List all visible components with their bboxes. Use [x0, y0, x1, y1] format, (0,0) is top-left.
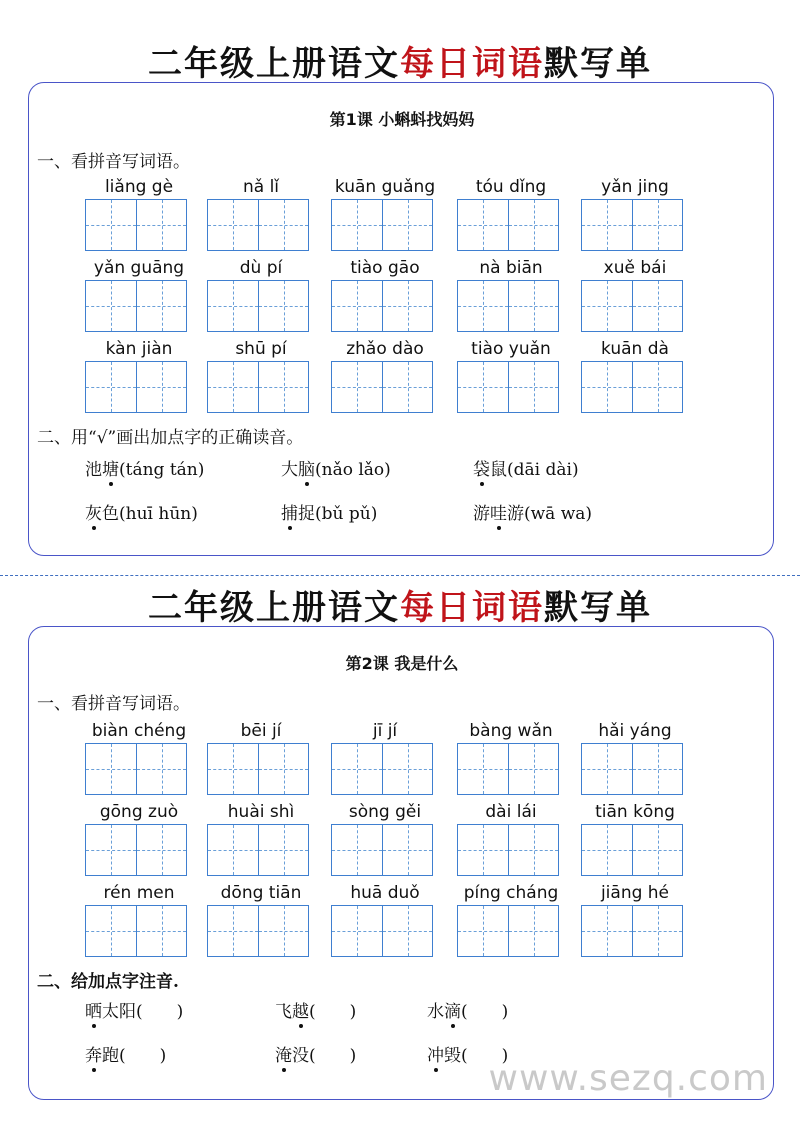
writing-box[interactable]	[581, 905, 683, 957]
tian-cell[interactable]	[382, 200, 432, 250]
writing-box[interactable]	[457, 824, 559, 876]
writing-box[interactable]	[457, 199, 559, 251]
word-item	[207, 339, 309, 415]
tian-cell[interactable]	[258, 281, 308, 331]
sheet2-section2-heading: 二、给加点字注音.	[37, 972, 179, 992]
tian-cell[interactable]	[208, 200, 258, 250]
dotted-character: 袋	[473, 455, 490, 480]
sheet2-title-part1: 二年级上册语文	[148, 588, 400, 628]
answer-parentheses[interactable]: ( )	[461, 1002, 509, 1022]
question-item	[275, 1041, 356, 1066]
tian-cell[interactable]	[332, 744, 382, 794]
pinyin-label: liǎng gè	[104, 177, 174, 197]
writing-box[interactable]	[581, 743, 683, 795]
word-suffix: 鼠	[490, 460, 507, 480]
tian-cell[interactable]	[86, 200, 136, 250]
tian-cell[interactable]	[458, 825, 508, 875]
sheet2-title	[0, 580, 800, 629]
writing-box[interactable]	[85, 199, 187, 251]
tian-cell[interactable]	[458, 200, 508, 250]
dotted-character: 塘	[102, 455, 119, 480]
tian-cell[interactable]	[582, 825, 632, 875]
word-suffix: 捉	[298, 504, 315, 524]
sheet2-title-part3: 默写单	[544, 588, 652, 628]
writing-box[interactable]	[207, 280, 309, 332]
word-item	[331, 258, 433, 334]
tian-cell[interactable]	[632, 906, 682, 956]
answer-parentheses[interactable]: ( )	[136, 1002, 184, 1022]
tian-cell[interactable]	[332, 281, 382, 331]
dotted-character: 捕	[281, 499, 298, 524]
sheet2-lesson-title: 第2课 我是什么	[345, 654, 459, 673]
tian-cell[interactable]	[86, 825, 136, 875]
tian-cell[interactable]	[208, 906, 258, 956]
word-item	[457, 177, 559, 253]
word-item	[331, 177, 436, 253]
writing-box[interactable]	[207, 361, 309, 413]
word-item	[457, 721, 559, 797]
question-item	[85, 455, 204, 480]
tian-cell[interactable]	[508, 362, 558, 412]
dotted-character: 淹	[275, 1041, 292, 1066]
tian-cell[interactable]	[632, 744, 682, 794]
tian-cell[interactable]	[508, 744, 558, 794]
dotted-character: 奔	[85, 1041, 102, 1066]
word-item	[457, 802, 559, 878]
writing-box[interactable]	[457, 743, 559, 795]
pinyin-label: sòng gěi	[348, 802, 422, 822]
sheet1-title	[0, 36, 800, 85]
pinyin-label: dù pí	[239, 258, 283, 278]
tian-cell[interactable]	[136, 744, 186, 794]
tian-cell[interactable]	[582, 200, 632, 250]
writing-box[interactable]	[85, 824, 187, 876]
word-item	[85, 802, 187, 878]
dotted-character: 晒	[85, 997, 102, 1022]
word-suffix: 跑	[102, 1046, 119, 1066]
writing-box[interactable]	[207, 743, 309, 795]
pinyin-label: zhǎo dào	[346, 339, 424, 359]
pinyin-label: tiān kōng	[595, 802, 675, 822]
tian-cell[interactable]	[632, 200, 682, 250]
word-suffix: 色	[102, 504, 119, 524]
question-item	[281, 499, 377, 524]
writing-box[interactable]	[331, 824, 433, 876]
pinyin-label: shū pí	[235, 339, 287, 359]
word-prefix: 水	[427, 1002, 444, 1022]
sheet1-section1-heading: 一、看拼音写词语。	[37, 152, 190, 172]
word-item	[331, 721, 433, 797]
word-suffix: 游	[507, 504, 524, 524]
word-prefix: 游	[473, 504, 490, 524]
page-divider	[0, 575, 800, 576]
reading-options[interactable]: (huī hūn)	[119, 504, 198, 524]
pinyin-label: dài lái	[485, 802, 537, 822]
tian-cell[interactable]	[382, 825, 432, 875]
sheet1-lesson-title: 第1课 小蝌蚪找妈妈	[329, 110, 475, 129]
word-suffix: 毁	[444, 1046, 461, 1066]
answer-parentheses[interactable]: ( )	[309, 1046, 357, 1066]
tian-cell[interactable]	[208, 744, 258, 794]
sheet1-card	[28, 82, 774, 556]
word-item	[581, 177, 683, 253]
dotted-character: 哇	[490, 499, 507, 524]
question-item	[85, 997, 183, 1022]
pinyin-label: dōng tiān	[220, 883, 302, 903]
sheet1-title-highlight: 每日词语	[400, 44, 544, 84]
question-item	[85, 1041, 166, 1066]
pinyin-label: hǎi yáng	[598, 721, 672, 741]
tian-cell[interactable]	[508, 281, 558, 331]
tian-cell[interactable]	[86, 906, 136, 956]
tian-cell[interactable]	[382, 906, 432, 956]
pinyin-label: biàn chéng	[91, 721, 187, 741]
word-item	[457, 339, 559, 415]
tian-cell[interactable]	[258, 362, 308, 412]
tian-cell[interactable]	[508, 825, 558, 875]
reading-options[interactable]: (wā wa)	[524, 504, 593, 524]
tian-cell[interactable]	[332, 906, 382, 956]
word-item	[85, 721, 187, 797]
dotted-character: 冲	[427, 1041, 444, 1066]
tian-cell[interactable]	[258, 200, 308, 250]
writing-box[interactable]	[331, 905, 433, 957]
tian-cell[interactable]	[382, 362, 432, 412]
pinyin-label: bàng wǎn	[469, 721, 553, 741]
pinyin-label: kuān guǎng	[334, 177, 436, 197]
watermark: www.sezq.com	[488, 1058, 768, 1099]
word-prefix: 大	[281, 460, 298, 480]
word-suffix: 没	[292, 1046, 309, 1066]
tian-cell[interactable]	[582, 744, 632, 794]
dotted-character: 灰	[85, 499, 102, 524]
pinyin-label: kàn jiàn	[105, 339, 173, 359]
tian-cell[interactable]	[208, 281, 258, 331]
question-item	[275, 997, 356, 1022]
word-item	[85, 258, 187, 334]
word-item	[331, 883, 433, 959]
sheet1-section2-heading: 二、用“√”画出加点字的正确读音。	[37, 428, 304, 448]
pinyin-label: yǎn jing	[601, 177, 669, 197]
word-prefix: 飞	[275, 1002, 292, 1022]
writing-box[interactable]	[85, 905, 187, 957]
pinyin-label: huài shì	[227, 802, 295, 822]
pinyin-label: gōng zuò	[99, 802, 179, 822]
tian-cell[interactable]	[86, 362, 136, 412]
tian-cell[interactable]	[258, 906, 308, 956]
word-item	[581, 883, 683, 959]
tian-cell[interactable]	[136, 281, 186, 331]
tian-cell[interactable]	[632, 825, 682, 875]
pinyin-label: tiào yuǎn	[471, 339, 551, 359]
writing-box[interactable]	[457, 361, 559, 413]
pinyin-label: jī jí	[372, 721, 398, 741]
writing-box[interactable]	[331, 743, 433, 795]
pinyin-label: huā duǒ	[350, 883, 420, 903]
question-item	[281, 455, 391, 480]
word-item	[85, 339, 187, 415]
writing-box[interactable]	[331, 280, 433, 332]
tian-cell[interactable]	[332, 362, 382, 412]
writing-box[interactable]	[85, 743, 187, 795]
tian-cell[interactable]	[582, 362, 632, 412]
sheet2-section1-heading: 一、看拼音写词语。	[37, 694, 190, 714]
word-item	[207, 721, 309, 797]
pinyin-label: píng cháng	[463, 883, 559, 903]
tian-cell[interactable]	[136, 906, 186, 956]
tian-cell[interactable]	[208, 362, 258, 412]
writing-box[interactable]	[207, 824, 309, 876]
tian-cell[interactable]	[632, 281, 682, 331]
pinyin-label: jiāng hé	[600, 883, 670, 903]
writing-box[interactable]	[457, 905, 559, 957]
word-item	[581, 721, 683, 797]
pinyin-label: tiào gāo	[350, 258, 420, 278]
word-item	[207, 802, 309, 878]
word-item	[581, 802, 683, 878]
tian-cell[interactable]	[458, 744, 508, 794]
reading-options[interactable]: (dāi dài)	[507, 460, 579, 480]
tian-cell[interactable]	[582, 281, 632, 331]
tian-cell[interactable]	[458, 362, 508, 412]
writing-box[interactable]	[85, 361, 187, 413]
sheet2-card	[28, 626, 774, 1100]
tian-cell[interactable]	[582, 906, 632, 956]
writing-box[interactable]	[85, 280, 187, 332]
pinyin-label: bēi jí	[240, 721, 282, 741]
tian-cell[interactable]	[458, 906, 508, 956]
tian-cell[interactable]	[508, 906, 558, 956]
tian-cell[interactable]	[382, 744, 432, 794]
dotted-character: 越	[292, 997, 309, 1022]
tian-cell[interactable]	[332, 825, 382, 875]
sheet2-title-highlight: 每日词语	[400, 588, 544, 628]
tian-cell[interactable]	[208, 825, 258, 875]
writing-box[interactable]	[207, 199, 309, 251]
answer-parentheses[interactable]: ( )	[461, 1046, 509, 1066]
pinyin-label: tóu dǐng	[475, 177, 547, 197]
word-item	[331, 802, 433, 878]
word-prefix: 池	[85, 460, 102, 480]
reading-options[interactable]: (táng tán)	[119, 460, 205, 480]
writing-box[interactable]	[331, 199, 433, 251]
writing-box[interactable]	[581, 199, 683, 251]
tian-cell[interactable]	[86, 744, 136, 794]
tian-cell[interactable]	[258, 744, 308, 794]
word-item	[331, 339, 433, 415]
word-item	[85, 883, 187, 959]
tian-cell[interactable]	[382, 281, 432, 331]
writing-box[interactable]	[207, 905, 309, 957]
answer-parentheses[interactable]: ( )	[309, 1002, 357, 1022]
sheet1-title-part3: 默写单	[544, 44, 652, 84]
writing-box[interactable]	[581, 824, 683, 876]
writing-box[interactable]	[581, 280, 683, 332]
writing-box[interactable]	[457, 280, 559, 332]
question-item	[427, 997, 508, 1022]
word-item	[207, 883, 309, 959]
pinyin-label: xuě bái	[603, 258, 667, 278]
pinyin-label: nǎ lǐ	[242, 177, 280, 197]
question-item	[85, 499, 198, 524]
dotted-character: 滴	[444, 997, 461, 1022]
word-item	[457, 258, 559, 334]
tian-cell[interactable]	[508, 200, 558, 250]
tian-cell[interactable]	[258, 825, 308, 875]
tian-cell[interactable]	[136, 200, 186, 250]
question-item	[473, 455, 579, 480]
dotted-character: 脑	[298, 455, 315, 480]
word-item	[457, 883, 559, 959]
word-item	[207, 177, 309, 253]
pinyin-label: rén men	[103, 883, 175, 903]
word-suffix: 太阳	[102, 1002, 136, 1022]
writing-box[interactable]	[581, 361, 683, 413]
tian-cell[interactable]	[632, 362, 682, 412]
answer-parentheses[interactable]: ( )	[119, 1046, 167, 1066]
question-item	[473, 499, 592, 524]
sheet1-title-part1: 二年级上册语文	[148, 44, 400, 84]
tian-cell[interactable]	[458, 281, 508, 331]
pinyin-label: nà biān	[479, 258, 543, 278]
word-item	[85, 177, 187, 253]
tian-cell[interactable]	[136, 825, 186, 875]
reading-options[interactable]: (bǔ pǔ)	[315, 504, 378, 524]
tian-cell[interactable]	[86, 281, 136, 331]
pinyin-label: yǎn guāng	[93, 258, 185, 278]
word-item	[207, 258, 309, 334]
pinyin-label: kuān dà	[601, 339, 669, 359]
tian-cell[interactable]	[332, 200, 382, 250]
word-item	[581, 258, 683, 334]
tian-cell[interactable]	[136, 362, 186, 412]
reading-options[interactable]: (nǎo lǎo)	[315, 460, 391, 480]
word-item	[581, 339, 683, 415]
writing-box[interactable]	[331, 361, 433, 413]
